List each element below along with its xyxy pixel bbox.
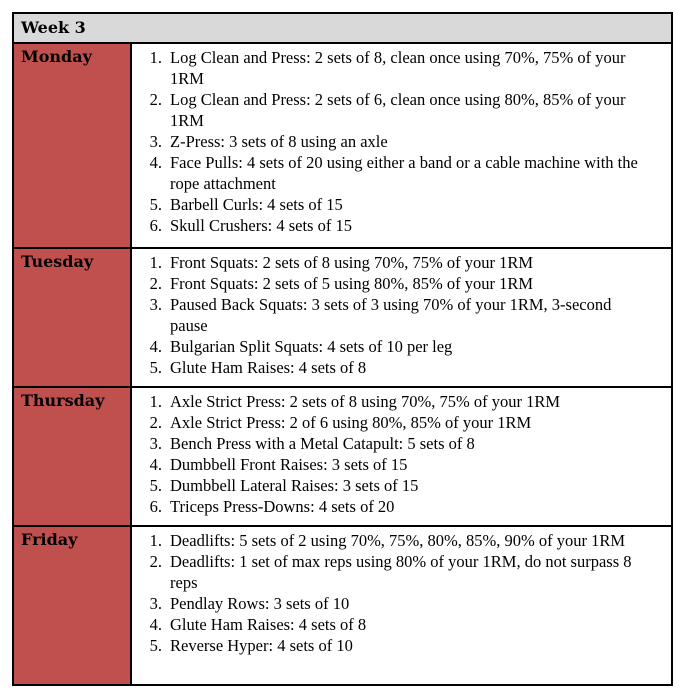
item-number: 3. — [149, 132, 162, 151]
item-text: Barbell Curls: 4 sets of 15 — [170, 195, 343, 214]
list-item — [132, 215, 671, 236]
list-item — [132, 252, 671, 273]
item-text: Triceps Press-Downs: 4 sets of 20 — [170, 497, 395, 516]
item-number: 5. — [149, 195, 162, 214]
item-number: 5. — [149, 636, 162, 655]
list-item — [132, 614, 671, 635]
item-number: 1. — [149, 253, 162, 272]
list-item — [132, 496, 671, 517]
day-label-thursday: Thursday — [14, 388, 132, 525]
item-number: 2. — [149, 274, 162, 293]
item-number: 1. — [149, 48, 162, 67]
item-number: 3. — [149, 295, 162, 314]
list-item — [132, 475, 671, 496]
item-number: 6. — [149, 216, 162, 235]
list-item — [132, 433, 671, 454]
list-item — [132, 336, 671, 357]
day-row-tuesday — [14, 249, 671, 388]
item-text: Log Clean and Press: 2 sets of 6, clean once using 80%, 85% of your 1RM — [170, 90, 626, 130]
item-text: Deadlifts: 1 set of max reps using 80% of your 1RM, do not surpass 8 reps — [170, 552, 632, 592]
item-text: Skull Crushers: 4 sets of 15 — [170, 216, 352, 235]
item-text: Axle Strict Press: 2 of 6 using 80%, 85% of your 1RM — [170, 413, 532, 432]
day-row-thursday — [14, 388, 671, 527]
item-text: Pendlay Rows: 3 sets of 10 — [170, 594, 350, 613]
day-label-monday: Monday — [14, 44, 132, 247]
workout-table — [12, 12, 673, 686]
item-number: 2. — [149, 90, 162, 109]
day-row-monday — [14, 44, 671, 249]
item-number: 4. — [149, 615, 162, 634]
list-item — [132, 530, 671, 551]
item-text: Deadlifts: 5 sets of 2 using 70%, 75%, 80%, 85%, 90% of your 1RM — [170, 531, 626, 550]
item-number: 6. — [149, 497, 162, 516]
item-text: Face Pulls: 4 sets of 20 using either a band or a cable machine with the rope attachment — [170, 153, 638, 193]
list-item — [132, 294, 671, 336]
item-number: 4. — [149, 337, 162, 356]
item-number: 5. — [149, 358, 162, 377]
exercise-list-monday — [132, 44, 671, 247]
item-number: 3. — [149, 434, 162, 453]
item-number: 5. — [149, 476, 162, 495]
list-item — [132, 412, 671, 433]
item-text: Log Clean and Press: 2 sets of 8, clean once using 70%, 75% of your 1RM — [170, 48, 626, 88]
day-label-tuesday: Tuesday — [14, 249, 132, 386]
item-text: Dumbbell Lateral Raises: 3 sets of 15 — [170, 476, 419, 495]
list-item — [132, 635, 671, 656]
item-text: Front Squats: 2 sets of 5 using 80%, 85% of your 1RM — [170, 274, 533, 293]
item-number: 3. — [149, 594, 162, 613]
item-text: Glute Ham Raises: 4 sets of 8 — [170, 615, 367, 634]
list-item — [132, 131, 671, 152]
item-text: Axle Strict Press: 2 sets of 8 using 70%, 75% of your 1RM — [170, 392, 561, 411]
item-text: Reverse Hyper: 4 sets of 10 — [170, 636, 353, 655]
list-item — [132, 152, 671, 194]
item-number: 4. — [149, 153, 162, 172]
exercise-list-tuesday — [132, 249, 671, 386]
item-number: 2. — [149, 413, 162, 432]
item-number: 2. — [149, 552, 162, 571]
table-header: Week 3 — [14, 14, 671, 44]
exercise-list-thursday — [132, 388, 671, 525]
list-item — [132, 194, 671, 215]
item-number: 4. — [149, 455, 162, 474]
list-item — [132, 273, 671, 294]
list-item — [132, 357, 671, 378]
item-number: 1. — [149, 531, 162, 550]
list-item — [132, 47, 671, 89]
item-text: Dumbbell Front Raises: 3 sets of 15 — [170, 455, 408, 474]
item-text: Z-Press: 3 sets of 8 using an axle — [170, 132, 388, 151]
list-item — [132, 391, 671, 412]
item-text: Glute Ham Raises: 4 sets of 8 — [170, 358, 367, 377]
item-text: Paused Back Squats: 3 sets of 3 using 70% of your 1RM, 3-second pause — [170, 295, 612, 335]
item-text: Bench Press with a Metal Catapult: 5 sets of 8 — [170, 434, 475, 453]
item-text: Bulgarian Split Squats: 4 sets of 10 per leg — [170, 337, 453, 356]
day-label-friday: Friday — [14, 527, 132, 684]
day-row-friday — [14, 527, 671, 684]
list-item — [132, 89, 671, 131]
list-item — [132, 454, 671, 475]
exercise-list-friday — [132, 527, 671, 684]
list-item — [132, 593, 671, 614]
item-text: Front Squats: 2 sets of 8 using 70%, 75% of your 1RM — [170, 253, 533, 272]
list-item — [132, 551, 671, 593]
item-number: 1. — [149, 392, 162, 411]
